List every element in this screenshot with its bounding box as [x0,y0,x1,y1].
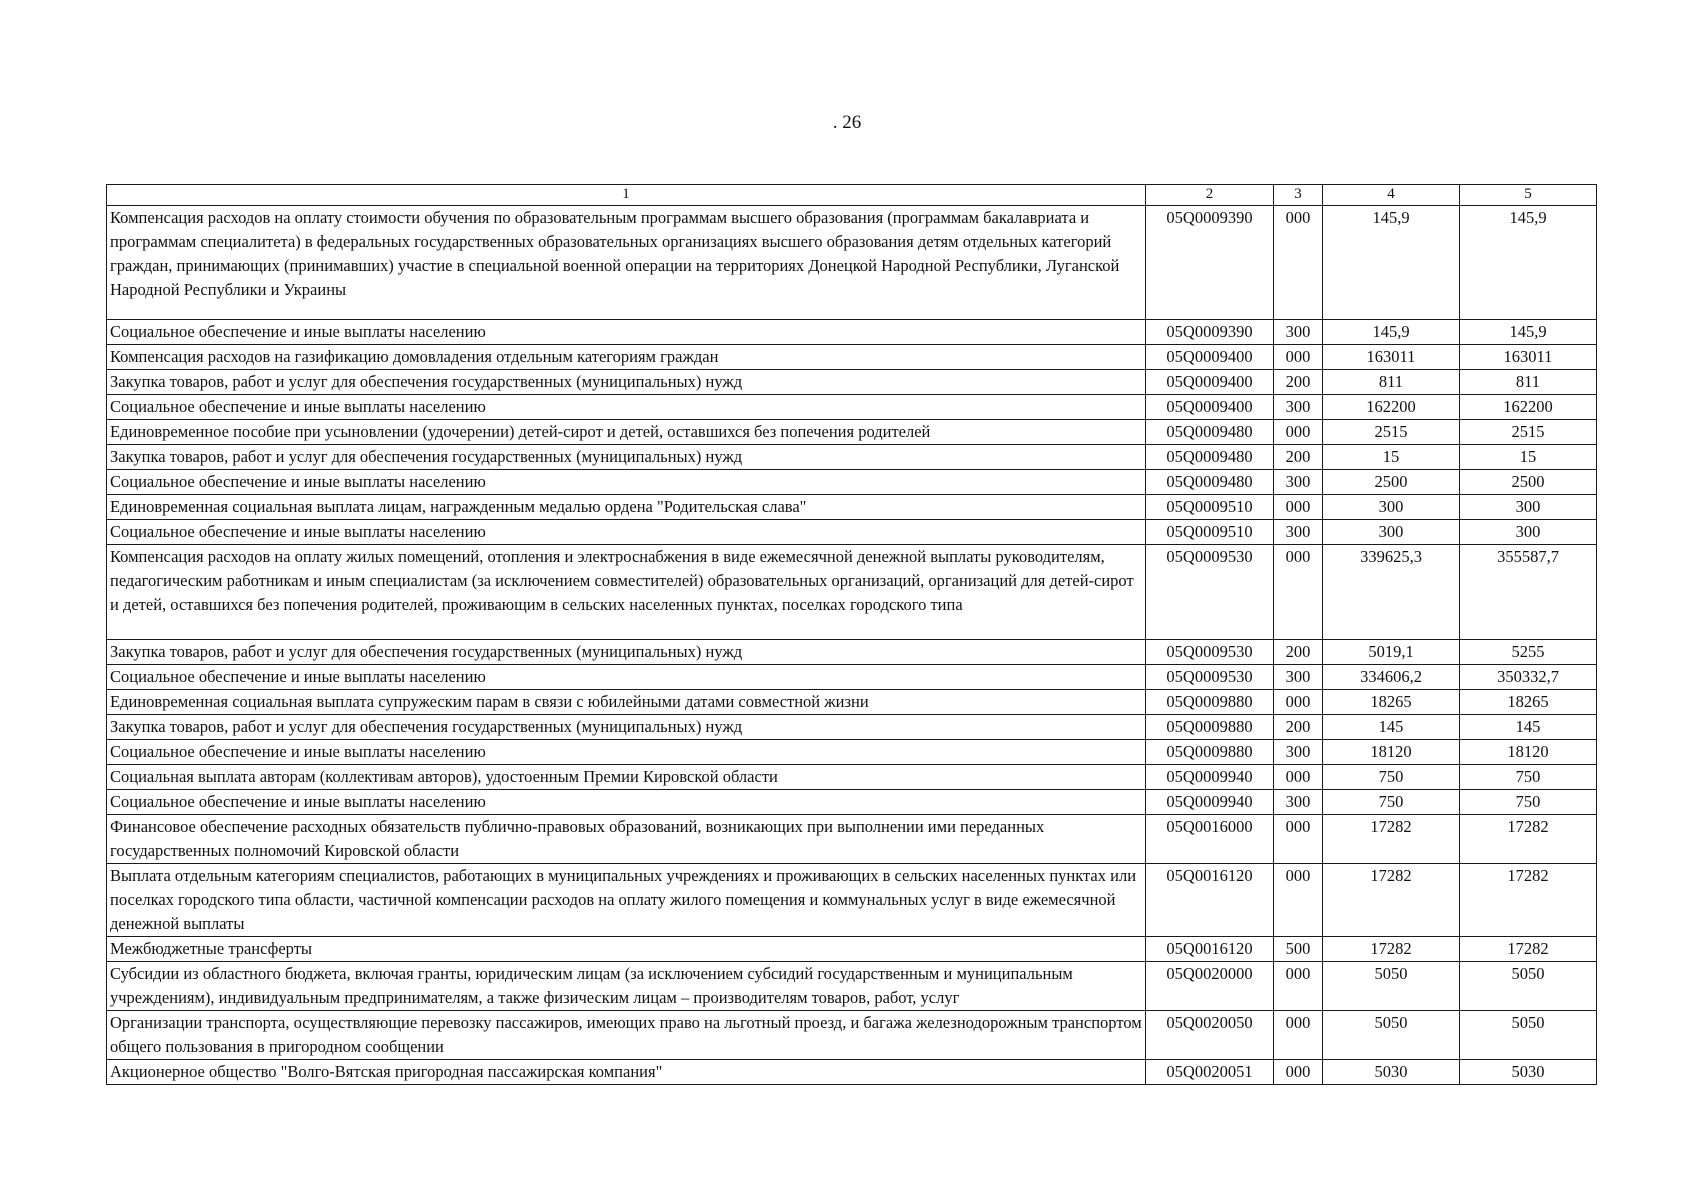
table-row [107,1011,1597,1060]
row-code: 05Q0009400 [1146,345,1274,370]
row-value-2: 300 [1460,520,1597,545]
row-name: Единовременная социальная выплата лицам, награжденным медалью ордена "Родительская слава" [107,495,1146,520]
row-name: Организации транспорта, осуществляющие перевозку пассажиров, имеющих право на льготный проезд, и багажа железнодорожным транспортом общего пользования в пригородном сообщении [107,1011,1146,1060]
row-name: Акционерное общество "Волго-Вятская пригородная пассажирская компания" [107,1060,1146,1085]
row-value-1: 811 [1323,370,1460,395]
table-row [107,740,1597,765]
row-code: 05Q0009510 [1146,495,1274,520]
row-value-2: 18120 [1460,740,1597,765]
row-type: 000 [1274,545,1323,640]
row-code: 05Q0009400 [1146,395,1274,420]
row-value-2: 5030 [1460,1060,1597,1085]
row-code: 05Q0009880 [1146,715,1274,740]
row-code: 05Q0009880 [1146,690,1274,715]
row-value-1: 145 [1323,715,1460,740]
row-value-1: 163011 [1323,345,1460,370]
row-type: 300 [1274,665,1323,690]
table-row [107,395,1597,420]
table-row [107,206,1597,320]
table-row [107,864,1597,937]
table-row [107,665,1597,690]
row-type: 000 [1274,690,1323,715]
row-value-2: 5255 [1460,640,1597,665]
row-code: 05Q0009390 [1146,320,1274,345]
row-value-1: 5030 [1323,1060,1460,1085]
row-type: 200 [1274,640,1323,665]
row-value-2: 2500 [1460,470,1597,495]
row-code: 05Q0016120 [1146,864,1274,937]
table-row [107,790,1597,815]
row-code: 05Q0020051 [1146,1060,1274,1085]
header-col-5: 5 [1460,185,1597,206]
row-code: 05Q0016000 [1146,815,1274,864]
table-row [107,640,1597,665]
row-value-1: 300 [1323,520,1460,545]
table-row [107,520,1597,545]
row-name: Социальное обеспечение и иные выплаты населению [107,395,1146,420]
header-col-2: 2 [1146,185,1274,206]
row-type: 200 [1274,445,1323,470]
row-name: Финансовое обеспечение расходных обязательств публично-правовых образований, возникающих при выполнении ими переданных государственных полномочий Кировской области [107,815,1146,864]
row-code: 05Q0009530 [1146,640,1274,665]
row-type: 200 [1274,715,1323,740]
row-name: Единовременная социальная выплата супружеским парам в связи с юбилейными датами совместной жизни [107,690,1146,715]
row-value-1: 17282 [1323,815,1460,864]
row-value-2: 145 [1460,715,1597,740]
row-name: Субсидии из областного бюджета, включая гранты, юридическим лицам (за исключением субсидий государственным и муниципальным учреждениям), индивидуальным предпринимателям, а также физическим лицам – производителям товаров, работ, услуг [107,962,1146,1011]
row-value-1: 750 [1323,765,1460,790]
row-type: 300 [1274,470,1323,495]
row-code: 05Q0009940 [1146,790,1274,815]
table-row [107,545,1597,640]
row-value-1: 18120 [1323,740,1460,765]
row-type: 000 [1274,1011,1323,1060]
row-value-2: 163011 [1460,345,1597,370]
row-code: 05Q0009480 [1146,470,1274,495]
row-type: 000 [1274,815,1323,864]
row-name: Закупка товаров, работ и услуг для обеспечения государственных (муниципальных) нужд [107,640,1146,665]
row-value-2: 162200 [1460,395,1597,420]
table-row [107,445,1597,470]
table-row [107,937,1597,962]
row-value-2: 355587,7 [1460,545,1597,640]
row-value-1: 300 [1323,495,1460,520]
table-row [107,962,1597,1011]
row-value-1: 5050 [1323,1011,1460,1060]
table-row [107,420,1597,445]
row-value-2: 5050 [1460,1011,1597,1060]
row-value-2: 17282 [1460,864,1597,937]
row-code: 05Q0009530 [1146,665,1274,690]
row-name: Закупка товаров, работ и услуг для обеспечения государственных (муниципальных) нужд [107,715,1146,740]
row-value-2: 15 [1460,445,1597,470]
table-row [107,715,1597,740]
row-name: Компенсация расходов на газификацию домовладения отдельным категориям граждан [107,345,1146,370]
row-type: 200 [1274,370,1323,395]
row-code: 05Q0009480 [1146,445,1274,470]
row-value-2: 17282 [1460,937,1597,962]
row-name: Социальное обеспечение и иные выплаты населению [107,470,1146,495]
row-code: 05Q0016120 [1146,937,1274,962]
row-value-1: 145,9 [1323,320,1460,345]
header-col-3: 3 [1274,185,1323,206]
budget-table [106,184,1597,1085]
row-value-2: 18265 [1460,690,1597,715]
row-code: 05Q0020050 [1146,1011,1274,1060]
table-row [107,320,1597,345]
row-value-2: 750 [1460,765,1597,790]
row-value-1: 750 [1323,790,1460,815]
table-row [107,690,1597,715]
row-name: Единовременное пособие при усыновлении (удочерении) детей-сирот и детей, оставшихся без попечения родителей [107,420,1146,445]
page-number: . 26 [832,112,862,133]
table-row [107,470,1597,495]
row-code: 05Q0009480 [1146,420,1274,445]
row-value-1: 334606,2 [1323,665,1460,690]
row-value-2: 145,9 [1460,206,1597,320]
row-value-2: 300 [1460,495,1597,520]
row-value-2: 17282 [1460,815,1597,864]
row-name: Выплата отдельным категориям специалистов, работающих в муниципальных учреждениях и проживающих в сельских населенных пунктах или поселках городского типа области, частичной компенсации расходов на оплату жилого помещения и коммунальных услуг в виде ежемесячной денежной выплаты [107,864,1146,937]
row-name: Компенсация расходов на оплату жилых помещений, отопления и электроснабжения в виде ежемесячной денежной выплаты руководителям, педагогическим работникам и иным специалистам (за исключением совместителей) образовательных организаций, организаций для детей-сирот и детей, оставшихся без попечения родителей, проживающим в сельских населенных пунктах, поселках городского типа [107,545,1146,640]
row-name: Социальное обеспечение и иные выплаты населению [107,320,1146,345]
row-name: Социальная выплата авторам (коллективам авторов), удостоенным Премии Кировской области [107,765,1146,790]
row-name: Социальное обеспечение и иные выплаты населению [107,790,1146,815]
row-code: 05Q0009400 [1146,370,1274,395]
row-type: 300 [1274,740,1323,765]
row-type: 000 [1274,765,1323,790]
row-value-1: 15 [1323,445,1460,470]
row-value-2: 811 [1460,370,1597,395]
row-code: 05Q0020000 [1146,962,1274,1011]
table-row [107,495,1597,520]
row-code: 05Q0009510 [1146,520,1274,545]
row-name: Межбюджетные трансферты [107,937,1146,962]
row-value-1: 2500 [1323,470,1460,495]
table-row [107,1060,1597,1085]
row-type: 000 [1274,1060,1323,1085]
row-value-1: 2515 [1323,420,1460,445]
row-value-1: 17282 [1323,937,1460,962]
row-value-1: 5050 [1323,962,1460,1011]
row-value-2: 750 [1460,790,1597,815]
row-type: 000 [1274,206,1323,320]
row-type: 000 [1274,962,1323,1011]
table-row [107,765,1597,790]
row-type: 000 [1274,495,1323,520]
row-type: 500 [1274,937,1323,962]
row-value-1: 339625,3 [1323,545,1460,640]
row-type: 300 [1274,320,1323,345]
row-value-2: 145,9 [1460,320,1597,345]
row-code: 05Q0009880 [1146,740,1274,765]
table-header-row [107,185,1597,206]
row-type: 300 [1274,395,1323,420]
row-value-1: 162200 [1323,395,1460,420]
row-name: Компенсация расходов на оплату стоимости обучения по образовательным программам высшего образования (программам бакалавриата и программам специалитета) в федеральных государственных образовательных организациях высшего образования детям отдельных категорий граждан, принимающих (принимавших) участие в специальной военной операции на территориях Донецкой Народной Республики, Луганской Народной Республики и Украины [107,206,1146,320]
row-value-1: 17282 [1323,864,1460,937]
row-value-2: 2515 [1460,420,1597,445]
table-row [107,815,1597,864]
row-value-1: 5019,1 [1323,640,1460,665]
row-type: 000 [1274,420,1323,445]
row-value-1: 18265 [1323,690,1460,715]
row-name: Социальное обеспечение и иные выплаты населению [107,520,1146,545]
row-name: Закупка товаров, работ и услуг для обеспечения государственных (муниципальных) нужд [107,445,1146,470]
row-name: Социальное обеспечение и иные выплаты населению [107,665,1146,690]
header-col-1: 1 [107,185,1146,206]
row-name: Социальное обеспечение и иные выплаты населению [107,740,1146,765]
header-col-4: 4 [1323,185,1460,206]
row-type: 300 [1274,520,1323,545]
row-value-2: 350332,7 [1460,665,1597,690]
row-value-1: 145,9 [1323,206,1460,320]
row-code: 05Q0009390 [1146,206,1274,320]
row-name: Закупка товаров, работ и услуг для обеспечения государственных (муниципальных) нужд [107,370,1146,395]
row-value-2: 5050 [1460,962,1597,1011]
row-code: 05Q0009940 [1146,765,1274,790]
table-row [107,345,1597,370]
row-type: 300 [1274,790,1323,815]
row-type: 000 [1274,864,1323,937]
row-type: 000 [1274,345,1323,370]
table-row [107,370,1597,395]
row-code: 05Q0009530 [1146,545,1274,640]
